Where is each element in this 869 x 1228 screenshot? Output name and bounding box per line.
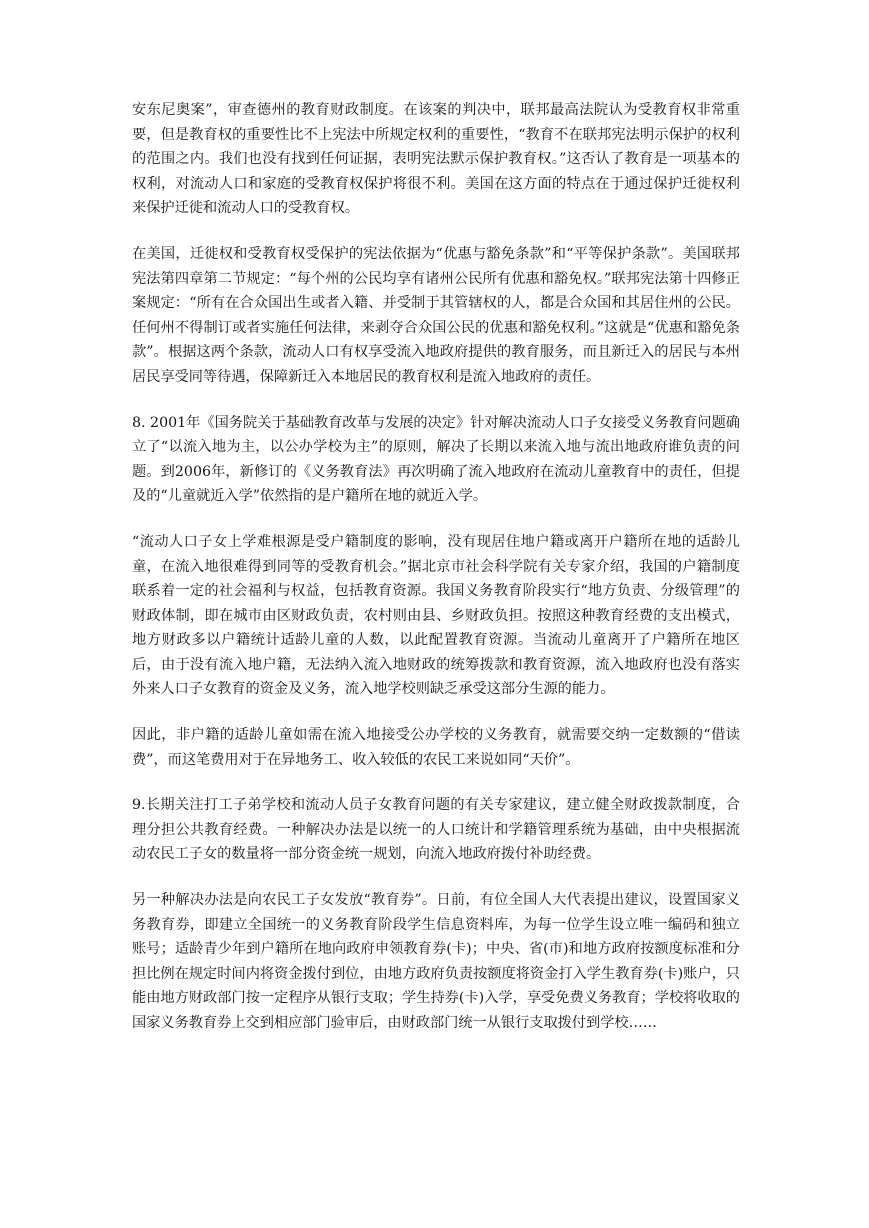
- document-page: [132, 98, 740, 1057]
- paragraph-household-registration: “流动人口子女上学难根源是受户籍制度的影响，没有现居住地户籍或离开户籍所在地的适龄儿童，在流入地很难得到同等的受教育机会。”据北京市社会科学院有关专家介绍，我国的户籍制度联系着一定的社会福利与权益，包括教育资源。我国义务教育阶段实行“地方负责、分级管理”的财政体制，即在城市由区财政负责，农村则由县、乡财政负担。按照这种教育经费的支出模式，地方财政多以户籍统计适龄儿童的人数，以此配置教育资源。当流动儿童离开了户籍所在地区后，由于没有流入地户籍，无法纳入流入地财政的统筹拨款和教育资源，流入地政府也没有落实外来人口子女教育的资金及义务，流入地学校则缺乏承受这部分生源的能力。: [132, 533, 740, 698]
- paragraph-borrowing-fee: 因此，非户籍的适龄儿童如需在流入地接受公办学校的义务教育，就需要交纳一定数额的“借读费”，而这笔费用对于在异地务工、收入较低的农民工来说如同“天价”。: [132, 727, 740, 768]
- paragraph-anthony-case: 安东尼奥案”，审查德州的教育财政制度。在该案的判决中，联邦最高法院认为受教育权非常重要，但是教育权的重要性比不上宪法中所规定权利的重要性，“教育不在联邦宪法明示保护的权利的范围之内。我们也没有找到任何证据，表明宪法默示保护教育权。”这否认了教育是一项基本的权利，对流动人口和家庭的受教育权保护将很不利。美国在这方面的特点在于通过保护迁徙权利来保护迁徙和流动人口的受教育权。: [132, 102, 740, 217]
- paragraph-note-9: 9.长期关注打工子弟学校和流动人员子女教育问题的有关专家建议，建立健全财政拨款制度，合理分担公共教育经费。一种解决办法是以统一的人口统计和学籍管理系统为基础，由中央根据流动农民工子女的数量将一部分资金统一规划，向流入地政府拨付补助经费。: [132, 797, 740, 863]
- paragraph-education-voucher: 另一种解决办法是向农民工子女发放“教育券”。日前，有位全国人大代表提出建议，设置国家义务教育券，即建立全国统一的义务教育阶段学生信息资料库，为每一位学生设立唯一编码和独立账号；适龄青少年到户籍所在地向政府申领教育券(卡)；中央、省(市)和地方政府按额度标准和分担比例在规定时间内将资金拨付到位，由地方政府负责按额度将资金打入学生教育券(卡)账户，只能由地方财政部门按一定程序从银行支取；学生持券(卡)入学，享受免费义务教育；学校将收取的国家义务教育券上交到相应部门验审后，由财政部门统一从银行支取拨付到学校……: [132, 892, 740, 1031]
- paragraph-note-8: 8. 2001年《国务院关于基础教育改革与发展的决定》针对解决流动人口子女接受义务教育问题确立了“以流入地为主，以公办学校为主”的原则，解决了长期以来流入地与流出地政府谁负责的问题。到2006年，新修订的《义务教育法》再次明确了流入地政府在流动儿童教育中的责任，但提及的“儿童就近入学”依然指的是户籍所在地的就近入学。: [132, 414, 740, 505]
- paragraph-us-constitution: 在美国，迁徙权和受教育权受保护的宪法依据为“优惠与豁免条款”和“平等保护条款”。美国联邦宪法第四章第二节规定：“每个州的公民均享有诸州公民所有优惠和豁免权。”联邦宪法第十四修正案规定：“所有在合众国出生或者入籍、并受制于其管辖权的人，都是合众国和其居住州的公民。任何州不得制订或者实施任何法律，来剥夺合众国公民的优惠和豁免权利。”这就是“优惠和豁免条款”。根据这两个条款，流动人口有权享受流入地政府提供的教育服务，而且新迁入的居民与本州居民享受同等待遇，保障新迁入本地居民的教育权利是流入地政府的责任。: [132, 245, 740, 385]
